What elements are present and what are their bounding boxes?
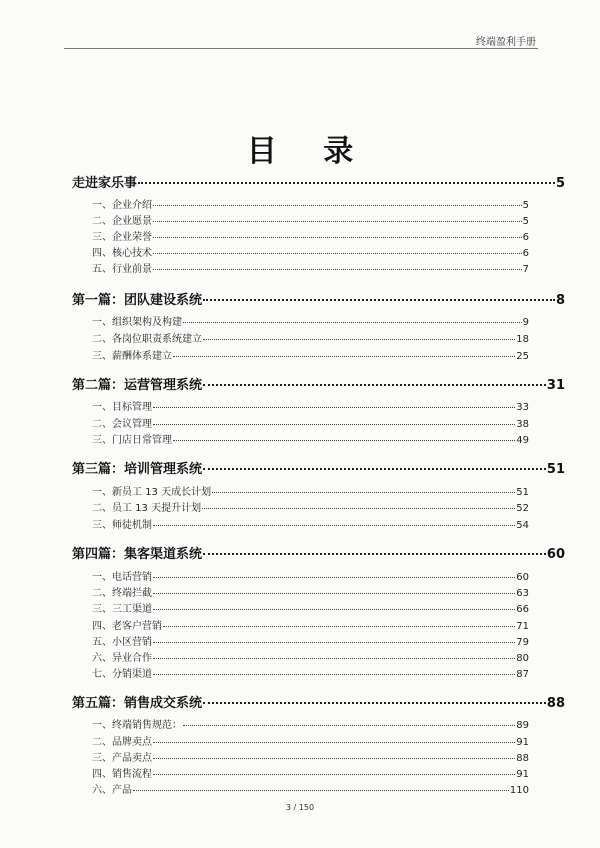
toc-page-number: 8 xyxy=(555,293,565,308)
toc-page-number: 66 xyxy=(516,604,529,615)
toc-section-label: 第四篇：集客渠道系统 xyxy=(72,547,203,562)
dot-leader xyxy=(203,299,555,301)
dot-leader xyxy=(153,253,522,254)
toc-entry-label: 四、老客户营销 xyxy=(92,621,162,632)
dot-leader xyxy=(153,221,522,222)
toc-entry[interactable] xyxy=(92,196,529,211)
toc-entry[interactable] xyxy=(92,600,529,615)
toc-page-number: 6 xyxy=(522,232,529,243)
toc-page-number: 5 xyxy=(555,176,565,191)
dot-leader xyxy=(183,322,522,323)
toc-entry[interactable] xyxy=(92,665,529,680)
dot-leader xyxy=(173,440,515,441)
toc-section[interactable] xyxy=(72,692,565,711)
toc-entry[interactable] xyxy=(92,347,529,362)
toc-section[interactable] xyxy=(72,172,565,191)
toc-entry[interactable] xyxy=(92,516,529,531)
toc-entry[interactable] xyxy=(92,499,529,514)
dot-leader xyxy=(203,468,546,470)
toc-page-number: 25 xyxy=(516,351,529,362)
toc-page-number: 51 xyxy=(516,487,529,498)
toc-entry[interactable] xyxy=(92,244,529,259)
toc-entry-label: 四、销售流程 xyxy=(92,769,152,780)
toc-section[interactable] xyxy=(72,374,565,393)
toc-page-number: 31 xyxy=(546,378,565,393)
toc-entry-label: 三、三工渠道 xyxy=(92,604,152,615)
toc-entry[interactable] xyxy=(92,212,529,227)
toc-page-number: 87 xyxy=(516,669,529,680)
toc-entry[interactable] xyxy=(92,765,529,780)
toc-page-number: 80 xyxy=(516,653,529,664)
toc-entry-label: 一、企业介绍 xyxy=(92,200,152,211)
toc-page-number: 110 xyxy=(509,785,529,796)
toc-entry-label: 七、分销渠道 xyxy=(92,669,152,680)
dot-leader xyxy=(153,642,515,643)
dot-leader xyxy=(163,626,515,627)
toc-entry-label: 一、电话营销 xyxy=(92,572,152,583)
toc-entry-label: 二、终端拦截 xyxy=(92,588,152,599)
dot-leader xyxy=(153,237,522,238)
toc-entry-label: 二、各岗位职责系统建立 xyxy=(92,334,202,345)
dot-leader xyxy=(153,658,515,659)
toc-section[interactable] xyxy=(72,543,565,562)
dot-leader xyxy=(173,356,515,357)
dot-leader xyxy=(138,182,555,184)
dot-leader xyxy=(153,269,522,270)
toc-entry-label: 一、新员工 13 天成长计划 xyxy=(92,487,212,498)
toc-entry[interactable] xyxy=(92,431,529,446)
dot-leader xyxy=(153,525,515,526)
toc-page-number: 88 xyxy=(546,696,565,711)
toc-entry-label: 三、薪酬体系建立 xyxy=(92,351,172,362)
toc-page-number: 49 xyxy=(516,435,529,446)
toc-page-number: 18 xyxy=(516,334,529,345)
toc-page-number: 38 xyxy=(516,419,529,430)
header-divider xyxy=(64,48,538,49)
toc-page-number: 60 xyxy=(546,547,565,562)
toc-section-label: 第五篇：销售成交系统 xyxy=(72,696,203,711)
toc-entry-label: 五、小区营销 xyxy=(92,637,152,648)
toc-entry-label: 三、门店日常管理 xyxy=(92,435,172,446)
toc-section-label: 走进家乐事 xyxy=(72,176,138,191)
toc-entry-label: 五、行业前景 xyxy=(92,264,152,275)
toc-entry-label: 三、企业荣誉 xyxy=(92,232,152,243)
toc-page-number: 6 xyxy=(522,248,529,259)
toc-entry[interactable] xyxy=(92,483,529,498)
toc-page-number: 91 xyxy=(516,769,529,780)
toc-entry[interactable] xyxy=(92,584,529,599)
toc-section-label: 第二篇：运营管理系统 xyxy=(72,378,203,393)
dot-leader xyxy=(203,339,515,340)
toc-page-number: 79 xyxy=(516,637,529,648)
dot-leader xyxy=(133,790,509,791)
dot-leader xyxy=(183,725,515,726)
toc-page-number: 52 xyxy=(516,503,529,514)
toc-entry[interactable] xyxy=(92,260,529,275)
toc-entry[interactable] xyxy=(92,313,529,328)
toc-entry-label: 三、师徒机制 xyxy=(92,520,152,531)
toc-entry[interactable] xyxy=(92,716,529,731)
page-footer-number: 3 / 150 xyxy=(285,803,315,812)
toc-entry[interactable] xyxy=(92,330,529,345)
toc-page-number: 33 xyxy=(516,402,529,413)
dot-leader xyxy=(212,492,515,493)
toc-page-number: 71 xyxy=(516,621,529,632)
toc-entry-label: 二、员工 13 天提升计划 xyxy=(92,503,202,514)
dot-leader xyxy=(153,674,515,675)
toc-page-number: 5 xyxy=(522,200,529,211)
toc-page-number: 63 xyxy=(516,588,529,599)
toc-entry[interactable] xyxy=(92,568,529,583)
dot-leader xyxy=(153,424,515,425)
toc-entry-label: 六、异业合作 xyxy=(92,653,152,664)
dot-leader xyxy=(153,205,522,206)
page-title: 目 录 xyxy=(246,134,372,169)
toc-entry-label: 四、核心技术 xyxy=(92,248,152,259)
toc-page-number: 88 xyxy=(516,753,529,764)
toc-entry[interactable] xyxy=(92,228,529,243)
toc-page-number: 89 xyxy=(516,720,529,731)
toc-section[interactable] xyxy=(72,289,565,308)
toc-entry[interactable] xyxy=(92,781,529,796)
dot-leader xyxy=(153,609,515,610)
toc-entry[interactable] xyxy=(92,617,529,632)
toc-page-number: 60 xyxy=(516,572,529,583)
toc-page-number: 9 xyxy=(522,317,529,328)
dot-leader xyxy=(203,702,546,704)
dot-leader xyxy=(153,742,515,743)
toc-entry[interactable] xyxy=(92,733,529,748)
toc-entry[interactable] xyxy=(92,749,529,764)
toc-entry[interactable] xyxy=(92,415,529,430)
dot-leader xyxy=(153,593,515,594)
dot-leader xyxy=(153,577,515,578)
toc-page-number: 5 xyxy=(522,216,529,227)
dot-leader xyxy=(153,774,515,775)
toc-page-number: 51 xyxy=(546,462,565,477)
toc-page-number: 91 xyxy=(516,737,529,748)
toc-entry-label: 一、组织架构及构建 xyxy=(92,317,182,328)
dot-leader xyxy=(153,758,515,759)
toc-entry-label: 二、品牌卖点 xyxy=(92,737,152,748)
toc-section-label: 第三篇：培训管理系统 xyxy=(72,462,203,477)
toc-section-label: 第一篇：团队建设系统 xyxy=(72,293,203,308)
toc-entry[interactable] xyxy=(92,398,529,413)
toc-section[interactable] xyxy=(72,458,565,477)
dot-leader xyxy=(203,384,546,386)
running-header: 终端盈利手册 xyxy=(476,37,536,48)
toc-entry-label: 一、目标管理 xyxy=(92,402,152,413)
toc-page-number: 54 xyxy=(516,520,529,531)
dot-leader xyxy=(203,553,546,555)
toc-entry-label: 三、产品卖点 xyxy=(92,753,152,764)
toc-page-number: 7 xyxy=(522,264,529,275)
dot-leader xyxy=(153,407,515,408)
toc-entry-label: 二、会议管理 xyxy=(92,419,152,430)
toc-entry-label: 六、产品 xyxy=(92,785,132,796)
toc-entry[interactable] xyxy=(92,633,529,648)
dot-leader xyxy=(202,508,515,509)
toc-entry[interactable] xyxy=(92,649,529,664)
toc-entry-label: 二、企业愿景 xyxy=(92,216,152,227)
toc-entry-label: 一、终端销售规范： xyxy=(92,720,182,731)
